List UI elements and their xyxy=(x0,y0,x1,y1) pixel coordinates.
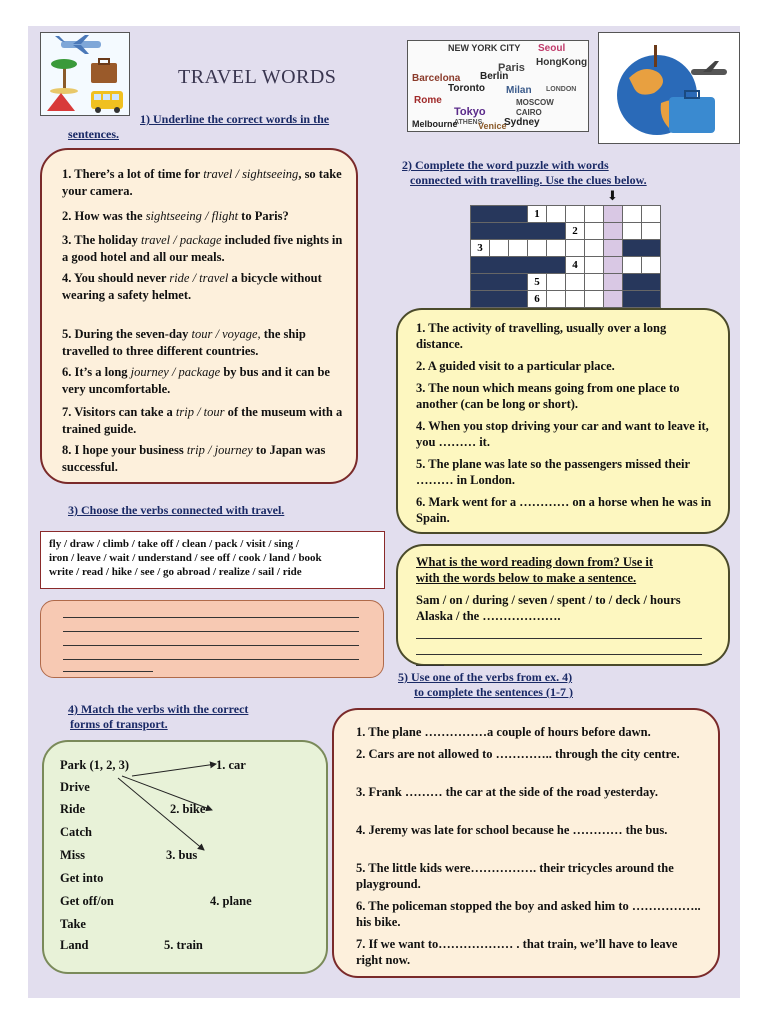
answer-line[interactable] xyxy=(63,645,359,646)
answer-line[interactable] xyxy=(63,617,359,618)
ex1-item-options[interactable]: sightseeing / flight xyxy=(145,209,239,223)
clue: 5. The plane was late so the passengers missed their ……… in London. xyxy=(416,457,690,487)
ex1-item-text: 4. You should never xyxy=(62,271,170,285)
puzzle-cell[interactable] xyxy=(547,274,566,291)
down-word-question xyxy=(416,554,716,586)
puzzle-cell[interactable] xyxy=(604,206,623,223)
ex3-verbs-box xyxy=(40,531,385,589)
transport-item: 1. car xyxy=(216,758,246,772)
collage-city-name: LONDON xyxy=(546,86,577,93)
answer-line[interactable] xyxy=(416,665,444,666)
verbs-line: fly / draw / climb / take off / clean / pack / visit / sing / xyxy=(49,538,299,550)
ex1-item xyxy=(62,208,346,225)
verb-item: Miss xyxy=(60,848,85,862)
ex4-heading-line2: forms of transport. xyxy=(70,717,168,731)
collage-city-name: CAIRO xyxy=(516,108,542,117)
puzzle-cell[interactable] xyxy=(528,240,547,257)
ex5-heading xyxy=(398,670,573,700)
verb-item: Land xyxy=(60,938,89,952)
puzzle-cell[interactable] xyxy=(585,291,604,308)
ex1-item-text: of the museum with a trained guide. xyxy=(62,405,343,436)
ex5-item: 2. Cars are not allowed to ………….. through the city centre. xyxy=(356,747,680,761)
ex3-answer-box xyxy=(40,600,384,678)
collage-city-name: Seoul xyxy=(538,43,566,54)
ex1-item xyxy=(62,166,346,200)
ex1-item-text: by bus and it can be very uncomfortable. xyxy=(62,365,330,396)
collage-city-name: MOSCOW xyxy=(516,98,554,107)
puzzle-cell[interactable] xyxy=(566,274,585,291)
verb-item: Park (1, 2, 3) xyxy=(60,758,130,772)
puzzle-cell[interactable] xyxy=(604,223,623,240)
collage-city-name: Rome xyxy=(414,95,442,106)
puzzle-cell[interactable] xyxy=(623,223,642,240)
ex5-item: 7. If we want to……………… . that train, we’ll have to leave right now. xyxy=(356,937,678,967)
ex1-sentences-box xyxy=(40,148,358,484)
ex4-heading xyxy=(68,702,248,732)
ex1-item-text: 8. I hope your business xyxy=(62,443,187,457)
ex5-sentences-box xyxy=(332,708,720,978)
ex5-item: 6. The policeman stopped the boy and asked him to …………….. his bike. xyxy=(356,899,701,929)
collage-svg xyxy=(408,41,588,131)
arrow-to-bus xyxy=(118,778,204,850)
ex2-clues-box xyxy=(396,308,730,534)
puzzle-cell[interactable] xyxy=(642,223,661,240)
ex4-heading-line1: 4) Match the verbs with the correct xyxy=(68,702,249,716)
collage-city-name: Toronto xyxy=(448,83,486,94)
puzzle-cell[interactable] xyxy=(585,274,604,291)
ex5-item: 1. The plane ……………a couple of hours before dawn. xyxy=(356,725,651,739)
clue: 4. When you stop driving your car and want to leave it, you ……… it. xyxy=(416,419,709,449)
puzzle-cell[interactable] xyxy=(547,240,566,257)
verb-item: Take xyxy=(60,917,86,931)
puzzle-cell[interactable] xyxy=(585,206,604,223)
ex1-item-text: 6. It’s a long xyxy=(62,365,131,379)
ex1-item-text: to Japan was successful. xyxy=(62,443,326,474)
ex2-heading-line1: 2) Complete the word puzzle with words xyxy=(402,158,609,172)
puzzle-cell[interactable] xyxy=(547,291,566,308)
ex1-item-options[interactable]: journey / package xyxy=(130,365,221,379)
puzzle-cell[interactable] xyxy=(642,206,661,223)
ex1-heading xyxy=(68,112,368,142)
collage-city-name: ATHENS xyxy=(454,119,483,126)
transport-item: 3. bus xyxy=(166,848,198,862)
ex1-item-options[interactable]: travel / package xyxy=(140,233,222,247)
collage-city-name: Barcelona xyxy=(412,73,461,84)
collage-city-name: NEW YORK CITY xyxy=(448,43,521,53)
verb-item: Drive xyxy=(60,780,90,794)
ex4-match-box xyxy=(42,740,328,974)
transport-item: 5. train xyxy=(164,938,203,952)
down-word-question-line2: with the words below to make a sentence. xyxy=(416,571,637,585)
down-arrow-icon: ⬇ xyxy=(607,188,618,203)
collage-city-name: Paris xyxy=(498,62,525,74)
puzzle-cell[interactable] xyxy=(623,206,642,223)
puzzle-number: 3 xyxy=(471,240,490,257)
ex1-heading-line2: sentences. xyxy=(68,127,119,141)
puzzle-cell[interactable] xyxy=(566,206,585,223)
ex1-item-text: included five nights in a good hotel and all our meals. xyxy=(62,233,343,264)
answer-line[interactable] xyxy=(63,659,359,660)
ex1-item xyxy=(62,270,346,304)
verbs-line: write / read / hike / see / go abroad / realize / sail / ride xyxy=(49,566,302,578)
ex3-heading: 3) Choose the verbs connected with travel. xyxy=(68,503,285,517)
ex1-item-text: 3. The holiday xyxy=(62,233,141,247)
puzzle-cell[interactable] xyxy=(642,257,661,274)
answer-line[interactable] xyxy=(63,631,359,632)
ex5-heading-line2: to complete the sentences (1-7 ) xyxy=(414,685,573,699)
answer-line[interactable] xyxy=(416,638,702,639)
ex5-item: 4. Jeremy was late for school because he ………… the bus. xyxy=(356,823,668,837)
travel-icons-image xyxy=(40,32,130,116)
ex1-item xyxy=(62,442,346,476)
globe-travel-image xyxy=(598,32,740,144)
ex5-item: 5. The little kids were……………. their tricycles around the playground. xyxy=(356,861,674,891)
ex1-item xyxy=(62,404,346,438)
ex2-heading-line2: connected with travelling. Use the clues below. xyxy=(410,173,647,187)
collage-city-name: Berlin xyxy=(480,71,509,82)
clue: 2. A guided visit to a particular place. xyxy=(416,359,615,373)
collage-city-name: Venice xyxy=(478,121,507,131)
ex1-item xyxy=(62,232,346,266)
word-puzzle-grid xyxy=(470,205,661,308)
puzzle-number: 5 xyxy=(528,274,547,291)
verb-item: Ride xyxy=(60,802,85,816)
clue: 1. The activity of travelling, usually over a long distance. xyxy=(416,321,667,351)
ex5-heading-line1: 5) Use one of the verbs from ex. 4) xyxy=(398,670,573,684)
answer-line[interactable] xyxy=(63,671,153,672)
puzzle-cell[interactable] xyxy=(585,240,604,257)
puzzle-cell[interactable] xyxy=(604,240,623,257)
puzzle-cell[interactable] xyxy=(490,240,509,257)
puzzle-cell[interactable] xyxy=(509,240,528,257)
collage-city-name: Milan xyxy=(506,85,532,96)
collage-city-name: Melbourne xyxy=(412,119,458,129)
ex1-item-text: to Paris? xyxy=(238,209,289,223)
puzzle-cell[interactable] xyxy=(604,291,623,308)
ex2-heading xyxy=(402,158,732,188)
ex1-item xyxy=(62,326,346,360)
puzzle-cell[interactable] xyxy=(566,240,585,257)
ex1-item-text: a bicycle without wearing a safety helmet. xyxy=(62,271,322,302)
puzzle-number: 1 xyxy=(528,206,547,223)
puzzle-cell[interactable] xyxy=(623,257,642,274)
puzzle-number: 2 xyxy=(566,223,585,240)
match-arrows xyxy=(42,740,328,974)
luggage-icon xyxy=(669,91,715,133)
collage-city-name: Sydney xyxy=(504,117,540,128)
verbs-line: iron / leave / wait / understand / see off / cook / land / book xyxy=(49,552,322,564)
ex1-item-text: 1. There’s a lot of time for xyxy=(62,167,204,181)
clue: 6. Mark went for a ………… on a horse when he was in Spain. xyxy=(416,495,712,525)
transport-item: 4. plane xyxy=(210,894,252,908)
ex1-item-text: 7. Visitors can take a xyxy=(62,405,176,419)
verb-item: Catch xyxy=(60,825,92,839)
ex1-item-text: 2. How was the xyxy=(62,209,146,223)
ex1-item-options[interactable]: travel / sightseeing xyxy=(203,167,299,181)
transport-item: 2. bike xyxy=(170,802,206,816)
page-title: TRAVEL WORDS xyxy=(178,66,337,88)
down-word-question-line1: What is the word reading down from? Use it xyxy=(416,555,654,569)
collage-city-name: HongKong xyxy=(536,57,588,68)
puzzle-number: 6 xyxy=(528,291,547,308)
puzzle-cell[interactable] xyxy=(604,257,623,274)
verb-item: Get off/on xyxy=(60,894,114,908)
puzzle-cell[interactable] xyxy=(566,291,585,308)
verb-item: Get into xyxy=(60,871,104,885)
puzzle-cell[interactable] xyxy=(547,206,566,223)
ex5-item: 3. Frank ……… the car at the side of the road yesterday. xyxy=(356,785,658,799)
eiffel-tower-icon xyxy=(654,45,657,67)
puzzle-cell[interactable] xyxy=(604,274,623,291)
ex1-item-text: , so take your camera. xyxy=(62,167,342,198)
collage-city-name: Tokyo xyxy=(454,106,486,118)
ex1-item xyxy=(62,364,346,398)
ex1-item-text: the ship travelled to three different countries. xyxy=(62,327,306,358)
ex1-item-options[interactable]: tour / voyage, xyxy=(191,327,261,341)
puzzle-cell[interactable] xyxy=(585,257,604,274)
answer-line[interactable] xyxy=(416,654,702,655)
ex1-heading-line1: 1) Underline the correct words in the xyxy=(140,112,330,126)
puzzle-number: 4 xyxy=(566,257,585,274)
ex1-item-options[interactable]: trip / tour xyxy=(175,405,225,419)
ex1-item-options[interactable]: trip / journey xyxy=(186,443,253,457)
arrow-to-car xyxy=(132,764,216,776)
down-word-box xyxy=(396,544,730,666)
city-names-collage xyxy=(407,40,589,132)
down-word-words: Sam / on / during / seven / spent / to / deck / hours Alaska / the ………………. xyxy=(416,593,681,623)
clue: 3. The noun which means going from one place to another (can be long or short). xyxy=(416,381,680,411)
puzzle-cell[interactable] xyxy=(585,223,604,240)
ex1-item-options[interactable]: ride / travel xyxy=(169,271,229,285)
ex1-item-text: 5. During the seven-day xyxy=(62,327,192,341)
